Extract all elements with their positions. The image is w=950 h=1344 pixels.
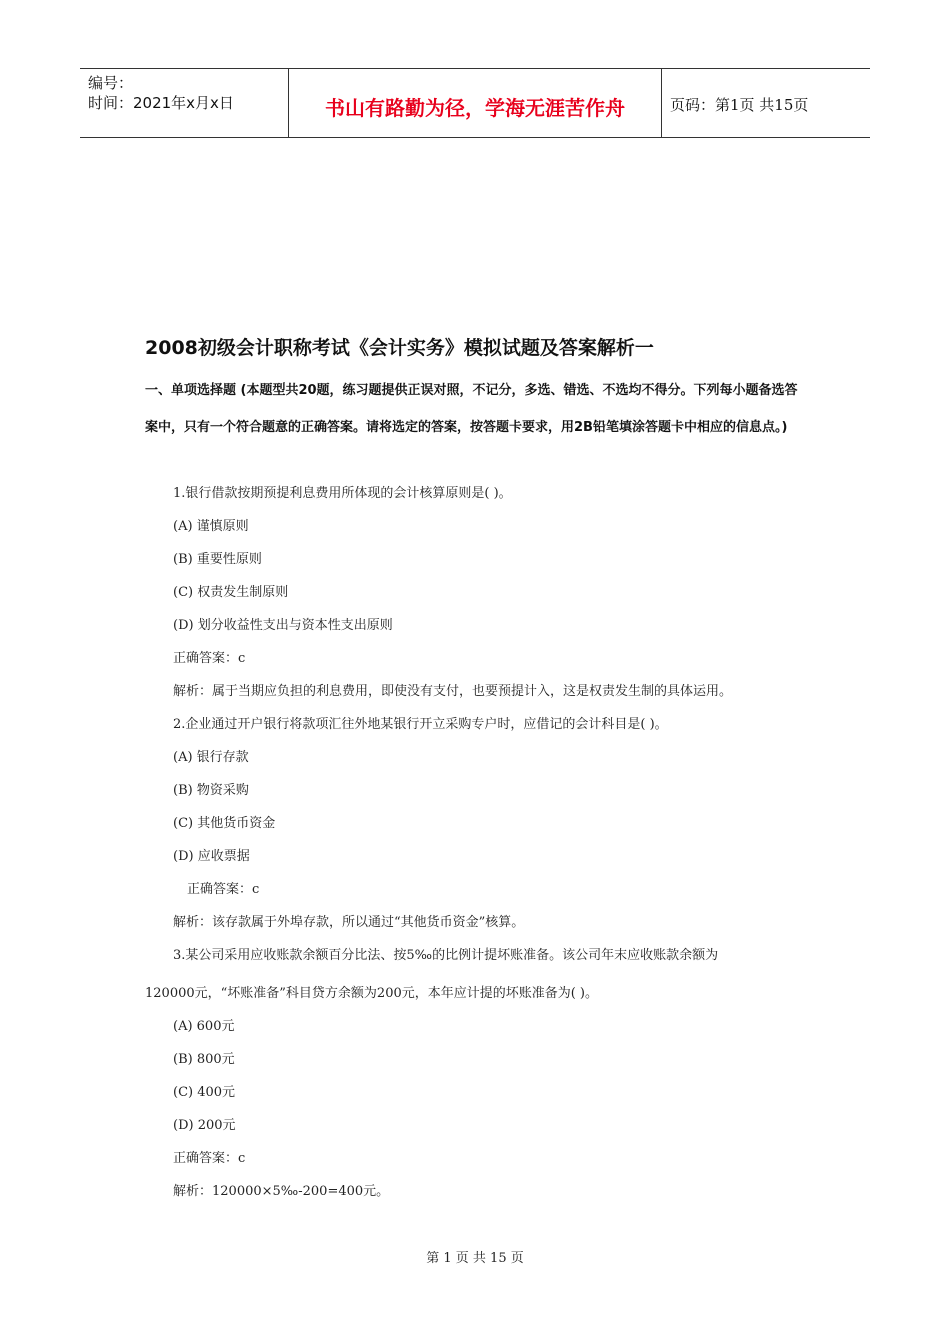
document-title: 2008初级会计职称考试《会计实务》模拟试题及答案解析一 (145, 337, 654, 359)
time-label: 时间：2021年x月x日 (88, 94, 234, 112)
question-analysis: 解析：属于当期应负担的利息费用，即使没有支付，也要预提计入，这是权责发生制的具体运用。 (173, 684, 733, 699)
question-stem: 3.某公司采用应收账款余额百分比法、按5‰的比例计提坏账准备。该公司年末应收账款余额为 (173, 948, 719, 963)
header-meta (80, 69, 289, 137)
question-option: (D) 划分收益性支出与资本性支出原则 (173, 618, 393, 633)
question-option: (A) 600元 (173, 1019, 235, 1034)
question-option: (A) 银行存款 (173, 750, 249, 765)
question-option: (A) 谨慎原则 (173, 519, 249, 534)
header-motto: 书山有路勤为径，学海无涯苦作舟 (289, 69, 662, 137)
section-intro: 一、单项选择题 (本题型共20题，练习题提供正误对照，不记分，多选、错选、不选均不得分。下列每小题备选答案中，只有一个符合题意的正确答案。请将选定的答案，按答题卡要求，用2B铅笔填涂答题卡中相应的信息点。) (145, 383, 798, 435)
question-analysis: 解析：120000×5‰-200=400元。 (173, 1184, 390, 1199)
question-stem: 1.银行借款按期预提利息费用所体现的会计核算原则是( )。 (173, 486, 512, 501)
page-footer: 第 1 页 共 15 页 (426, 1251, 524, 1266)
question-option: (C) 400元 (173, 1085, 236, 1100)
question-option: (B) 物资采购 (173, 783, 249, 798)
question-stem: 2.企业通过开户银行将款项汇往外地某银行开立采购专户时，应借记的会计科目是( )。 (173, 717, 668, 732)
question-answer: 正确答案：c (173, 1151, 246, 1166)
question-option: (D) 应收票据 (173, 849, 250, 864)
header-page-info: 页码：第1页 共15页 (670, 95, 809, 114)
question-option: (C) 其他货币资金 (173, 816, 276, 831)
question-option: (B) 重要性原则 (173, 552, 262, 567)
question-option: (C) 权责发生制原则 (173, 585, 289, 600)
code-label: 编号： (88, 74, 134, 92)
question-option: (D) 200元 (173, 1118, 236, 1133)
question-option: (B) 800元 (173, 1052, 235, 1067)
question-analysis: 解析：该存款属于外埠存款，所以通过“其他货币资金”核算。 (173, 915, 525, 930)
question-answer: 正确答案：c (173, 651, 246, 666)
question-stem-continued: 120000元，“坏账准备”科目贷方余额为200元，本年应计提的坏账准备为( )。 (145, 986, 599, 1001)
document-header (80, 68, 870, 138)
question-answer: 正确答案：c (187, 882, 260, 897)
